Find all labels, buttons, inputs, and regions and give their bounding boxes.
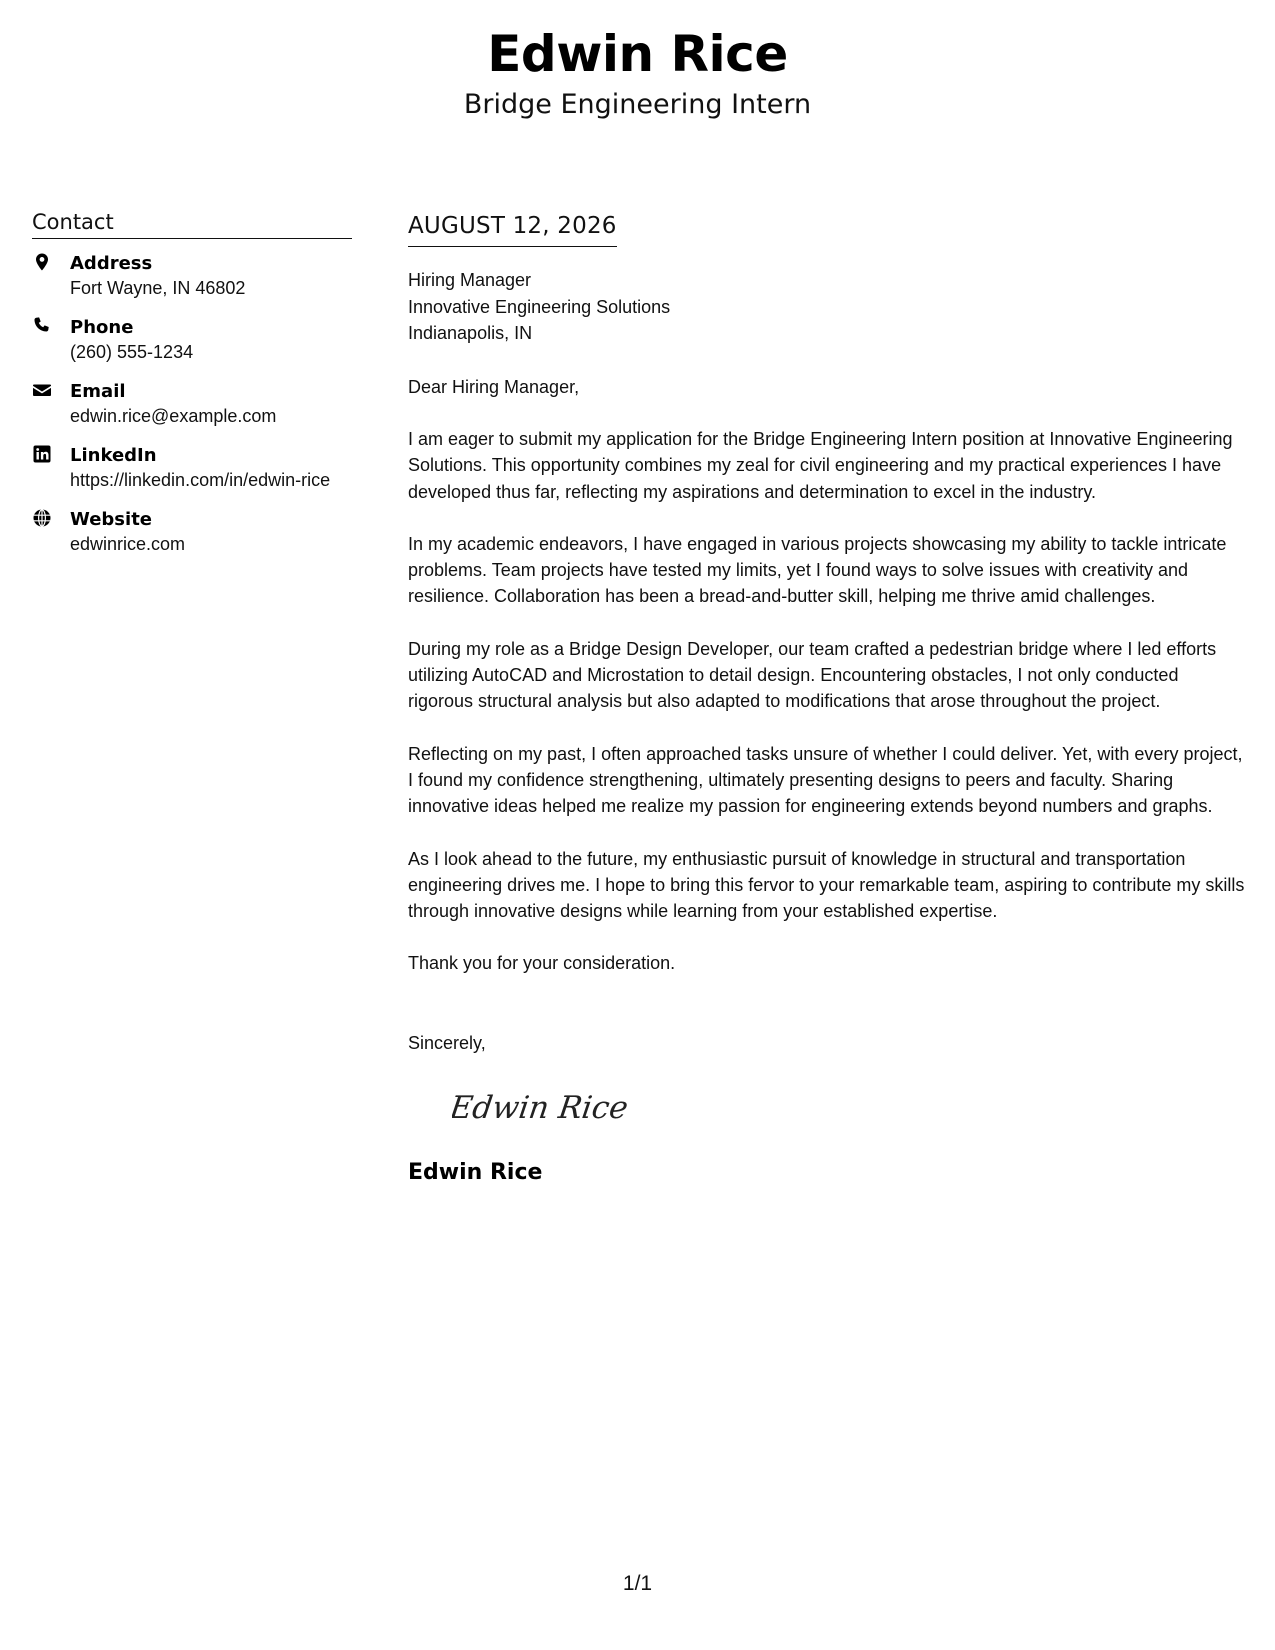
contact-item-phone: [32, 315, 352, 365]
body-paragraph: As I look ahead to the future, my enthusiastic pursuit of knowledge in structural and transportation engineering drives me. I hope to bring this fervor to your remarkable team, aspiring to contribute my skills through innovative designs while learning from your established expertise.: [408, 848, 1245, 922]
contact-heading: Contact: [32, 208, 352, 239]
contact-label-linkedin: LinkedIn: [70, 445, 157, 466]
contact-label-phone: Phone: [70, 317, 134, 338]
thank-you-line: Thank you for your consideration.: [408, 953, 676, 974]
contact-item-website: [32, 507, 352, 557]
contact-label-website: Website: [70, 509, 153, 530]
envelope-icon: [32, 380, 54, 402]
page-number: 1/1: [622, 1572, 653, 1595]
greeting: Dear Hiring Manager,: [408, 376, 580, 397]
body-paragraph: During my role as a Bridge Design Developer, our team crafted a pedestrian bridge where I led efforts utilizing AutoCAD and Microstation to detail design. Encountering obstacles, I not only conducted rigorous structural analysis but also adapted to modifications that arose throughout the project.: [408, 638, 1217, 712]
contact-value-website: edwinrice.com: [70, 534, 186, 554]
contact-value-phone: (260) 555-1234: [70, 342, 194, 362]
contact-value-email: edwin.rice@example.com: [70, 406, 277, 426]
contact-item-linkedin: [32, 443, 352, 493]
signature-image: [452, 1080, 642, 1136]
closing: Sincerely,: [408, 1032, 486, 1053]
recipient-line: Hiring Manager: [408, 270, 532, 290]
body-paragraph: Reflecting on my past, I often approached tasks unsure of whether I could deliver. Yet, with every project, I found my confidence strengthening, ultimately presenting designs to peers and faculty. Sharing innovative ideas helped me realize my passion for engineering extends beyond numbers and graphs.: [408, 743, 1243, 817]
body-paragraph: I am eager to submit my application for the Bridge Engineering Intern position at Innovative Engineering Solutions. This opportunity combines my zeal for civil engineering and my practical experiences I have developed thus far, reflecting my aspirations and determination to excel in the industry.: [408, 429, 1233, 502]
body-paragraph: In my academic endeavors, I have engaged in various projects showcasing my ability to tackle intricate problems. Team projects have tested my limits, yet I found ways to solve issues with creativity and resilience. Collaboration has been a bread-and-butter skill, helping me thrive amid challenges.: [408, 533, 1227, 607]
map-pin-icon: [32, 252, 54, 274]
contact-value-linkedin: https://linkedin.com/in/edwin-rice: [70, 470, 331, 490]
recipient-line: Indianapolis, IN: [408, 323, 533, 343]
signer-name: Edwin Rice: [408, 1160, 543, 1186]
contact-label-address: Address: [70, 253, 153, 274]
letter-date: AUGUST 12, 2026: [408, 213, 617, 239]
letter-body: [408, 212, 1248, 1187]
linkedin-icon: [32, 444, 54, 466]
contact-item-email: [32, 379, 352, 429]
phone-icon: [32, 316, 54, 338]
applicant-title: Bridge Engineering Intern: [463, 89, 812, 120]
applicant-name: Edwin Rice: [487, 25, 788, 83]
contact-item-address: [32, 251, 352, 301]
recipient-block: [408, 267, 1248, 347]
recipient-line: Innovative Engineering Solutions: [408, 296, 671, 317]
contact-sidebar: [32, 208, 352, 571]
globe-icon: [32, 508, 54, 530]
contact-list: [32, 251, 352, 557]
contact-label-email: Email: [70, 381, 126, 402]
date-underline: [408, 212, 617, 247]
svg-text:Edwin Rice: Edwin Rice: [452, 1090, 631, 1127]
letter-header: [0, 22, 1275, 122]
contact-value-address: Fort Wayne, IN 46802: [70, 278, 246, 298]
